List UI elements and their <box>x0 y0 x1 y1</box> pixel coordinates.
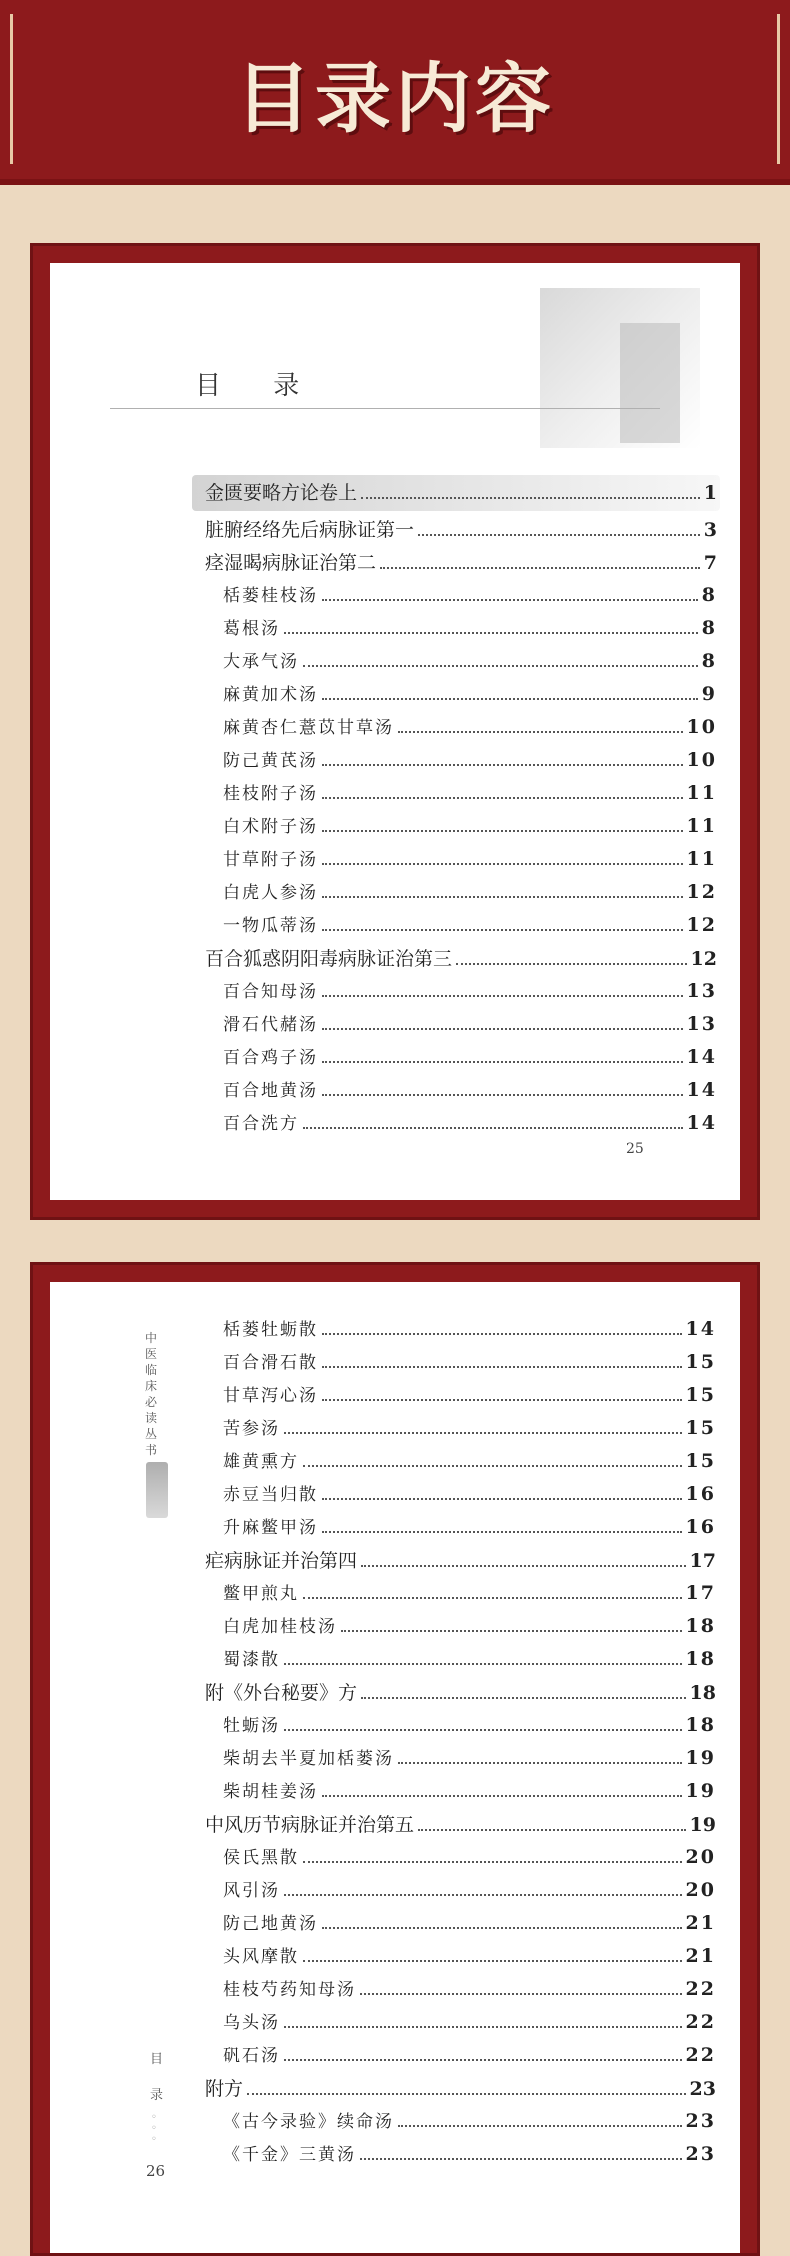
dot-leader <box>322 895 683 898</box>
toc-entry-page: 9 <box>701 683 717 705</box>
toc-entry <box>223 680 717 710</box>
toc-entry-title: 蜀漆散 <box>223 1650 280 1670</box>
toc-entry-title: 防己黄芪汤 <box>223 751 318 771</box>
toc-entry-page: 23 <box>685 2110 716 2132</box>
dot-leader <box>322 1530 682 1533</box>
toc-entry-title: 乌头汤 <box>223 2013 280 2033</box>
toc-entry <box>223 2008 716 2038</box>
toc-entry-page: 8 <box>701 650 717 672</box>
toc-entry-title: 麻黄加术汤 <box>223 685 318 705</box>
toc-entry-page: 21 <box>685 1945 716 1967</box>
toc-entry <box>223 845 717 875</box>
toc-entry-page: 19 <box>685 1747 716 1769</box>
toc-entry-page: 12 <box>690 948 717 970</box>
toc-entry-page: 10 <box>686 749 717 771</box>
toc-entry-title: 《千金》三黄汤 <box>223 2145 356 2165</box>
toc-entry-page: 17 <box>685 1582 716 1604</box>
toc-entry-page: 22 <box>685 2011 716 2033</box>
toc-entry <box>223 812 717 842</box>
toc-entry-page: 15 <box>685 1417 716 1439</box>
toc-entry-page: 15 <box>685 1450 716 1472</box>
toc-entry-title: 升麻鳖甲汤 <box>223 1518 318 1538</box>
dot-leader <box>322 1093 683 1096</box>
toc-entry-title: 栝蒌牡蛎散 <box>223 1320 318 1340</box>
dot-leader <box>322 1497 682 1500</box>
toc-entry-title: 百合狐惑阴阳毒病脉证治第三 <box>205 948 453 970</box>
toc-entry-title: 鳖甲煎丸 <box>223 1584 299 1604</box>
toc-entry <box>223 1975 716 2005</box>
toc-entry <box>223 1876 716 1906</box>
toc-entry <box>205 515 717 545</box>
toc-entry-title: 栝蒌桂枝汤 <box>223 586 318 606</box>
toc-entry-title: 矾石汤 <box>223 2046 280 2066</box>
toc-entry-page: 15 <box>685 1384 716 1406</box>
toc-entry <box>223 1381 716 1411</box>
side-ornament-icon: ◦ ◦ ◦ <box>151 2112 157 2145</box>
toc-entry-title: 疟病脉证并治第四 <box>205 1550 358 1572</box>
toc-entry <box>223 1447 716 1477</box>
dot-leader <box>398 2124 682 2127</box>
toc-entry-title: 百合地黄汤 <box>223 1081 318 1101</box>
toc-entry <box>223 1414 716 1444</box>
toc-entry-page: 14 <box>685 1318 716 1340</box>
toc-entry-page: 17 <box>689 1550 716 1572</box>
toc-entry-title: 一物瓜蒂汤 <box>223 916 318 936</box>
dot-leader <box>341 1629 682 1632</box>
toc-entry <box>223 878 717 908</box>
dot-leader <box>398 730 683 733</box>
toc-entry-title: 桂枝附子汤 <box>223 784 318 804</box>
toc-entry-page: 11 <box>686 815 717 837</box>
dot-leader <box>284 2025 682 2028</box>
toc-entry-title: 金匮要略方论卷上 <box>205 482 358 504</box>
dot-leader <box>303 664 698 667</box>
toc-entry-page: 14 <box>686 1112 717 1134</box>
dot-leader <box>303 1860 682 1863</box>
toc-entry-title: 防己地黄汤 <box>223 1914 318 1934</box>
series-emblem-icon <box>146 1462 168 1518</box>
book-page-frame-26 <box>30 1262 760 2256</box>
dot-leader <box>322 829 683 832</box>
dot-leader <box>418 1828 686 1831</box>
dot-leader <box>322 1060 683 1063</box>
dot-leader <box>380 566 700 569</box>
dot-leader <box>303 1126 683 1129</box>
dot-leader <box>303 1464 682 1467</box>
dot-leader <box>322 697 698 700</box>
toc-entry <box>223 746 717 776</box>
toc-entry <box>205 944 717 974</box>
toc-entry-title: 侯氏黑散 <box>223 1848 299 1868</box>
dot-leader <box>361 1696 686 1699</box>
toc-entry-page: 14 <box>686 1079 717 1101</box>
header-banner <box>0 0 790 185</box>
toc-entry-page: 11 <box>686 782 717 804</box>
toc-entry <box>223 1711 716 1741</box>
toc-entry-page: 16 <box>685 1483 716 1505</box>
toc-entry-title: 百合鸡子汤 <box>223 1048 318 1068</box>
series-title: 中医临床必读丛书 <box>145 1331 158 1457</box>
dot-leader <box>361 496 700 499</box>
toc-entry-page: 10 <box>686 716 717 738</box>
toc-entry <box>223 581 717 611</box>
toc-entry-page: 22 <box>685 2044 716 2066</box>
toc-entry-page: 15 <box>685 1351 716 1373</box>
toc-entry-title: 百合滑石散 <box>223 1353 318 1373</box>
toc-entry <box>223 647 717 677</box>
toc-entry-title: 雄黄熏方 <box>223 1452 299 1472</box>
toc-entry <box>223 1513 716 1543</box>
toc-entry <box>223 1909 716 1939</box>
toc-entry <box>223 1744 716 1774</box>
toc-entry-title: 脏腑经络先后病脉证第一 <box>205 519 415 541</box>
toc-entry-title: 白虎加桂枝汤 <box>223 1617 337 1637</box>
toc-entry <box>205 1810 716 1840</box>
page-number-25: 25 <box>626 1141 644 1157</box>
toc-entry-page: 1 <box>703 482 717 504</box>
toc-entry-page: 19 <box>689 1814 716 1836</box>
toc-entry-title: 麻黄杏仁薏苡甘草汤 <box>223 718 394 738</box>
dot-leader <box>322 862 683 865</box>
toc-entry <box>223 1109 717 1139</box>
toc-entry-title: 附方 <box>205 2078 244 2100</box>
toc-entry <box>223 1579 716 1609</box>
toc-entry-title: 白术附子汤 <box>223 817 318 837</box>
heading-divider <box>110 408 660 409</box>
book-page-frame-25 <box>30 243 760 1220</box>
toc-entry <box>223 1010 717 1040</box>
toc-entry-page: 18 <box>685 1615 716 1637</box>
dot-leader <box>360 2157 682 2160</box>
toc-entry <box>223 2041 716 2071</box>
dot-leader <box>322 1398 682 1401</box>
toc-entry-page: 19 <box>685 1780 716 1802</box>
toc-entry <box>223 614 717 644</box>
toc-entry-page: 23 <box>689 2078 716 2100</box>
toc-entry <box>223 1843 716 1873</box>
toc-entry-page: 13 <box>686 980 717 1002</box>
toc-entry <box>223 1777 716 1807</box>
toc-entry <box>223 977 717 1007</box>
toc-entry-page: 8 <box>701 617 717 639</box>
toc-entry <box>223 1645 716 1675</box>
toc-entry-page: 14 <box>686 1046 717 1068</box>
toc-entry <box>205 548 717 578</box>
toc-entry <box>223 1043 717 1073</box>
toc-entry <box>205 478 717 508</box>
page-title: 目录内容 <box>235 54 555 143</box>
toc-entry <box>205 1546 716 1576</box>
toc-entry-title: 柴胡桂姜汤 <box>223 1782 318 1802</box>
toc-entry <box>223 713 717 743</box>
toc-entry <box>205 1678 716 1708</box>
toc-entry-page: 8 <box>701 584 717 606</box>
dot-leader <box>247 2092 686 2095</box>
toc-entry-title: 赤豆当归散 <box>223 1485 318 1505</box>
toc-entry-title: 白虎人参汤 <box>223 883 318 903</box>
toc-entry-page: 12 <box>686 914 717 936</box>
toc-entry-page: 18 <box>689 1682 716 1704</box>
toc-entry <box>223 1942 716 1972</box>
side-toc-label: 目录 <box>150 2052 164 2103</box>
dot-leader <box>322 1027 683 1030</box>
dot-leader <box>303 1959 682 1962</box>
toc-entry-title: 大承气汤 <box>223 652 299 672</box>
dot-leader <box>322 928 683 931</box>
toc-entry <box>223 1612 716 1642</box>
toc-entry-title: 柴胡去半夏加栝蒌汤 <box>223 1749 394 1769</box>
toc-entry-title: 葛根汤 <box>223 619 280 639</box>
dot-leader <box>284 2058 682 2061</box>
toc-entry-title: 苦参汤 <box>223 1419 280 1439</box>
dot-leader <box>322 1926 682 1929</box>
dot-leader <box>322 994 683 997</box>
toc-entry <box>223 1348 716 1378</box>
page-decoration-shadow <box>620 323 680 443</box>
dot-leader <box>322 796 683 799</box>
toc-entry <box>223 1480 716 1510</box>
toc-entry <box>223 1315 716 1345</box>
toc-entry-title: 桂枝芍药知母汤 <box>223 1980 356 2000</box>
toc-entry-page: 22 <box>685 1978 716 2000</box>
dot-leader <box>303 1596 682 1599</box>
dot-leader <box>360 1992 682 1995</box>
toc-entry-title: 牡蛎汤 <box>223 1716 280 1736</box>
toc-entry-title: 附《外台秘要》方 <box>205 1682 358 1704</box>
toc-entry-title: 头风摩散 <box>223 1947 299 1967</box>
toc-entry <box>205 2074 716 2104</box>
dot-leader <box>284 1893 682 1896</box>
toc-entry-page: 16 <box>685 1516 716 1538</box>
dot-leader <box>398 1761 682 1764</box>
page-number-26: 26 <box>146 2162 166 2180</box>
dot-leader <box>322 763 683 766</box>
toc-entry-title: 百合知母汤 <box>223 982 318 1002</box>
toc-entry-title: 痉湿暍病脉证治第二 <box>205 552 377 574</box>
dot-leader <box>322 1332 682 1335</box>
toc-entry-title: 甘草附子汤 <box>223 850 318 870</box>
toc-entry-page: 23 <box>685 2143 716 2165</box>
toc-entry-page: 21 <box>685 1912 716 1934</box>
toc-entry <box>223 2107 716 2137</box>
toc-entry-title: 百合洗方 <box>223 1114 299 1134</box>
toc-entry-page: 18 <box>685 1714 716 1736</box>
dot-leader <box>284 1728 682 1731</box>
dot-leader <box>322 1794 682 1797</box>
toc-entry-page: 13 <box>686 1013 717 1035</box>
dot-leader <box>322 598 698 601</box>
dot-leader <box>284 631 698 634</box>
toc-entry-title: 中风历节病脉证并治第五 <box>205 1814 415 1836</box>
toc-entry <box>223 911 717 941</box>
book-page-25 <box>50 263 740 1200</box>
toc-entry-page: 11 <box>686 848 717 870</box>
toc-entry <box>223 779 717 809</box>
toc-entry-title: 滑石代赭汤 <box>223 1015 318 1035</box>
book-page-26 <box>50 1282 740 2253</box>
toc-entry-page: 20 <box>685 1846 716 1868</box>
dot-leader <box>284 1431 682 1434</box>
toc-entry-page: 12 <box>686 881 717 903</box>
toc-entry <box>223 1076 717 1106</box>
dot-leader <box>418 533 700 536</box>
toc-entry-title: 甘草泻心汤 <box>223 1386 318 1406</box>
toc-entry-title: 《古今录验》续命汤 <box>223 2112 394 2132</box>
toc-entry-page: 18 <box>685 1648 716 1670</box>
dot-leader <box>456 962 687 965</box>
toc-entry-page: 7 <box>703 552 717 574</box>
dot-leader <box>361 1564 686 1567</box>
toc-entry-page: 3 <box>703 519 717 541</box>
toc-entry-title: 风引汤 <box>223 1881 280 1901</box>
toc-heading: 目 录 <box>195 371 322 401</box>
toc-entry-page: 20 <box>685 1879 716 1901</box>
dot-leader <box>284 1662 682 1665</box>
toc-entry <box>223 2140 716 2170</box>
dot-leader <box>322 1365 682 1368</box>
